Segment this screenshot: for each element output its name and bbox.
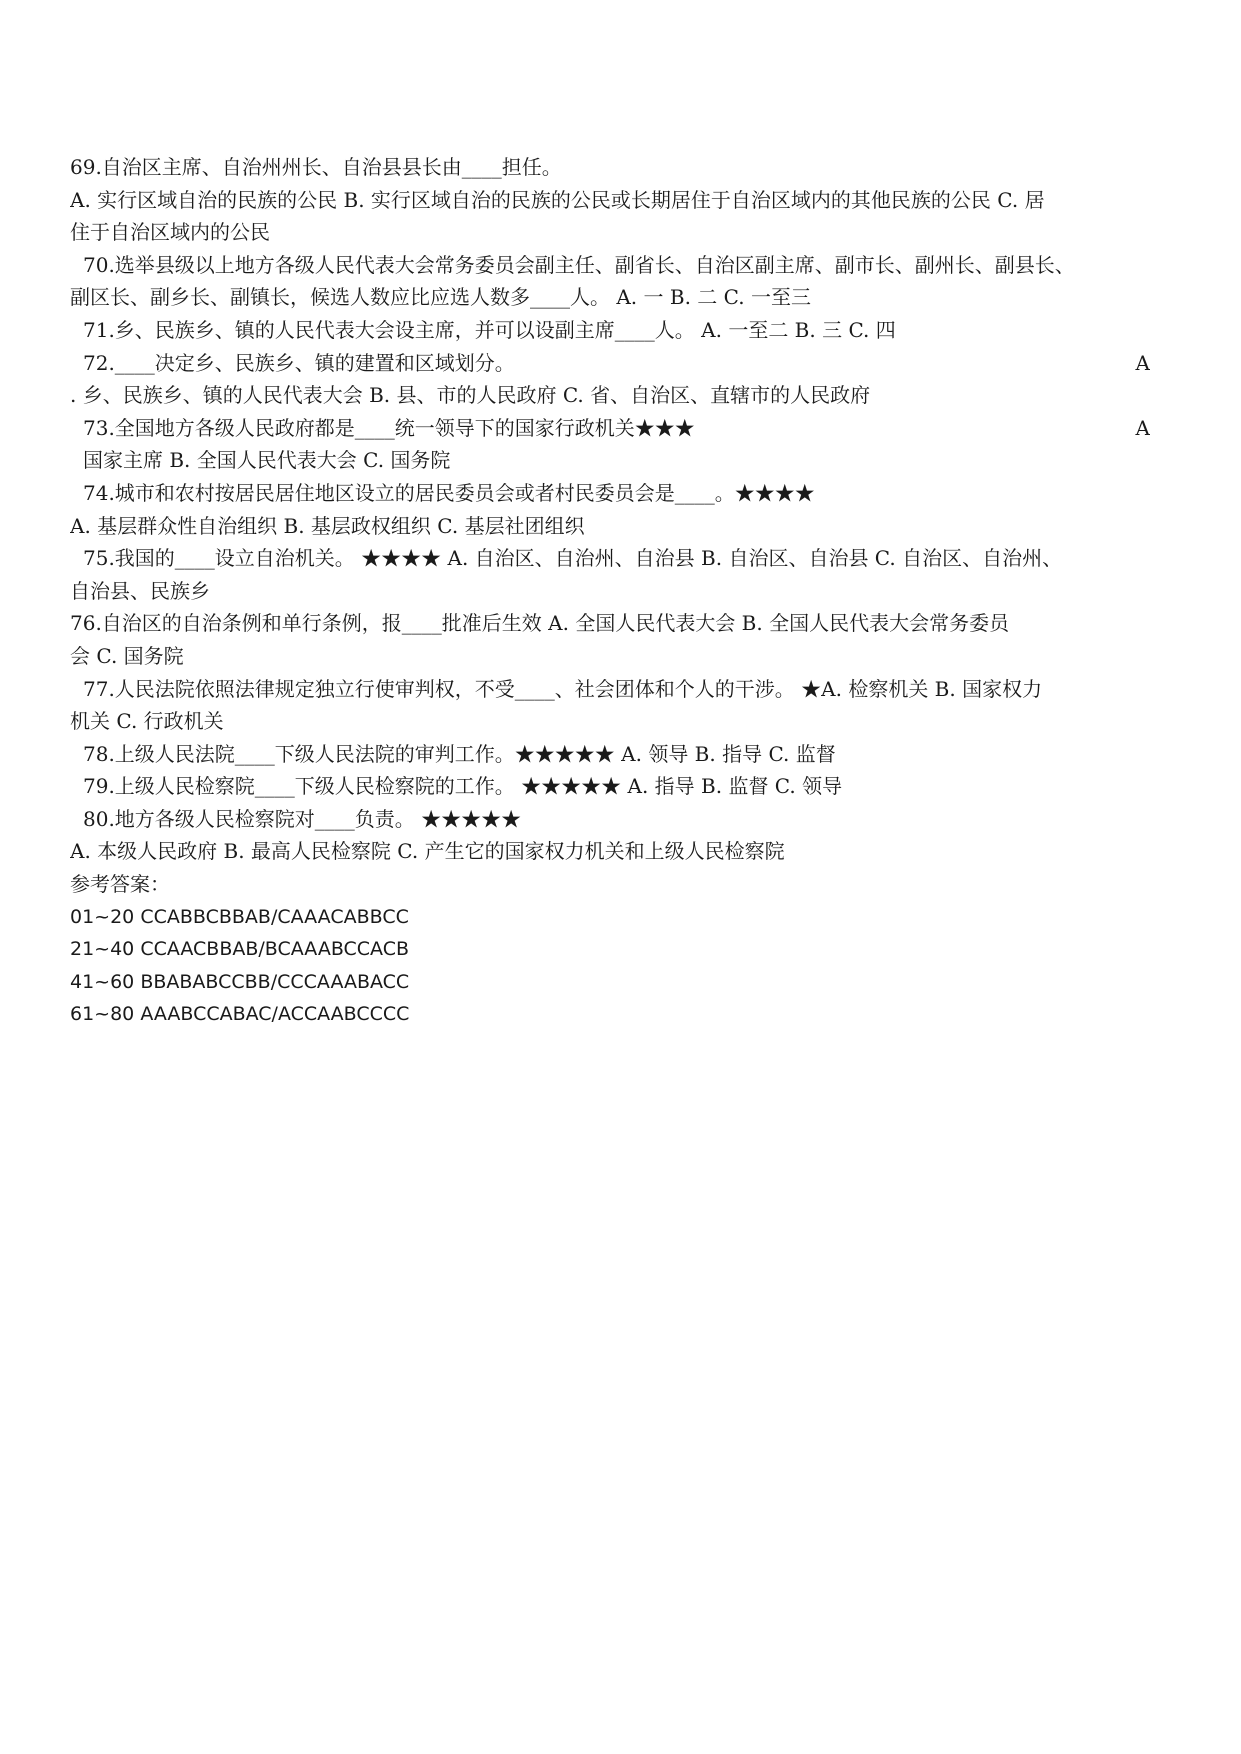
q77-question: 77.人民法院依照法律规定独立行使审判权，不受____、社会团体和个人的干涉。 ★A. 检察机关 B. 国家权力	[83, 676, 1043, 701]
answer-key-row: 01~20 CCABBCBBAB/CAAACABBCC	[70, 905, 409, 928]
answer-key-row: 61~80 AAABCCABAC/ACCAABCCCC	[70, 1003, 410, 1026]
q73-options: 国家主席 B. 全国人民代表大会 C. 国务院	[83, 448, 451, 473]
q79-question: 79.上级人民检察院____下级人民检察院的工作。 ★★★★★ A. 指导 B. 监督 C. 领导	[83, 774, 843, 799]
q80-question: 80.地方各级人民检察院对____负责。 ★★★★★	[83, 806, 522, 831]
q74-question: 74.城市和农村按居民居住地区设立的居民委员会或者村民委员会是____。★★★★	[83, 480, 815, 505]
q72-question: 72.____决定乡、民族乡、镇的建置和区域划分。	[83, 350, 515, 375]
answer-key-row: 41~60 BBABABCCBB/CCCAAABACC	[70, 970, 410, 993]
q72-option-a-marker: A	[1135, 350, 1150, 375]
q73-question: 73.全国地方各级人民政府都是____统一领导下的国家行政机关★★★	[83, 415, 695, 440]
q77-options-cont: 机关 C. 行政机关	[70, 709, 224, 734]
q75-question: 75.我国的____设立自治机关。 ★★★★ A. 自治区、自治州、自治县 B. 自治区、自治县 C. 自治区、自治州、	[83, 546, 1063, 571]
answer-key-row: 21~40 CCAACBBAB/BCAAABCCACB	[70, 938, 410, 961]
q73-option-a-marker: A	[1135, 415, 1150, 440]
answer-key-heading: 参考答案：	[70, 872, 170, 897]
q78-question: 78.上级人民法院____下级人民法院的审判工作。★★★★★ A. 领导 B. 指导 C. 监督	[83, 741, 836, 766]
q69-options: A. 实行区域自治的民族的公民 B. 实行区域自治的民族的公民或长期居住于自治区域内的其他民族的公民 C. 居	[70, 187, 1045, 212]
q72-question-row	[70, 347, 1150, 380]
q74-options: A. 基层群众性自治组织 B. 基层政权组织 C. 基层社团组织	[70, 513, 585, 538]
q70-question: 70.选举县级以上地方各级人民代表大会常务委员会副主任、副省长、自治区副主席、副市长、副州长、副县长、	[83, 252, 1075, 277]
q69-options-cont: 住于自治区域内的公民	[70, 220, 270, 245]
q73-question-row	[70, 412, 1150, 445]
q72-options: . 乡、民族乡、镇的人民代表大会 B. 县、市的人民政府 C. 省、自治区、直辖市的人民政府	[70, 383, 871, 408]
q80-options: A. 本级人民政府 B. 最高人民检察院 C. 产生它的国家权力机关和上级人民检察院	[70, 839, 785, 864]
q75-options-cont: 自治县、民族乡	[70, 578, 210, 603]
q71-question: 71.乡、民族乡、镇的人民代表大会设主席，并可以设副主席____人。 A. 一至二 B. 三 C. 四	[83, 317, 896, 342]
q76-question: 76.自治区的自治条例和单行条例，报____批准后生效 A. 全国人民代表大会 B. 全国人民代表大会常务委员	[70, 611, 1010, 636]
q70-question-cont: 副区长、副乡长、副镇长，候选人数应比应选人数多____人。 A. 一 B. 二 C. 一至三	[70, 285, 811, 310]
document-body	[70, 151, 1150, 1031]
q69-question: 69.自治区主席、自治州州长、自治县县长由____担任。	[70, 155, 562, 179]
q76-options-cont: 会 C. 国务院	[70, 643, 184, 668]
